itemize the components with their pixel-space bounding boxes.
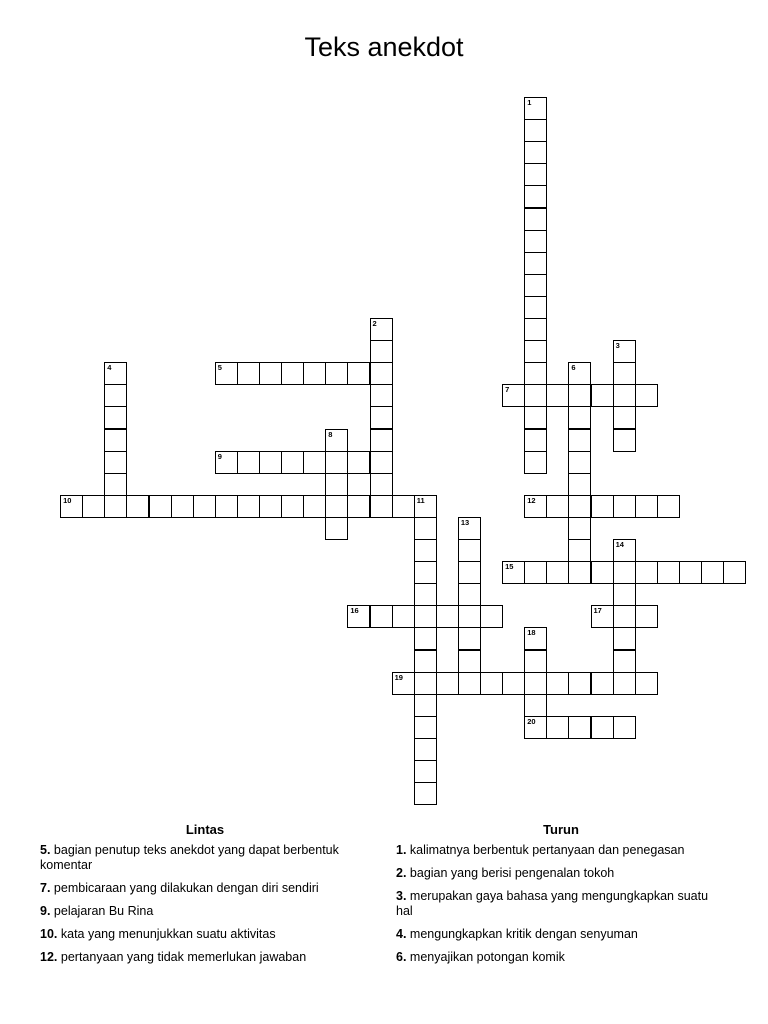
down-clue-6	[396, 950, 726, 965]
crossword-cell[interactable]	[480, 605, 503, 628]
clue-number: 10.	[40, 927, 58, 941]
across-clue-9	[40, 904, 370, 919]
clue-text: kalimatnya berbentuk pertanyaan dan penegasan	[409, 843, 685, 857]
cell-number: 18	[527, 628, 536, 638]
crossword-cell[interactable]	[347, 362, 370, 385]
crossword-cell[interactable]	[524, 384, 547, 407]
crossword-cell[interactable]	[237, 495, 260, 518]
crossword-cell[interactable]	[635, 605, 658, 628]
crossword-cell[interactable]	[215, 495, 238, 518]
crossword-cell[interactable]	[436, 605, 459, 628]
cell-number: 14	[615, 540, 624, 549]
crossword-cell[interactable]	[480, 672, 503, 695]
crossword-cell[interactable]	[591, 672, 614, 695]
crossword-cell[interactable]	[104, 406, 127, 429]
crossword-cell[interactable]	[458, 561, 481, 584]
crossword-cell[interactable]	[568, 539, 591, 562]
crossword-cell[interactable]	[613, 627, 636, 650]
clue-number: 9.	[40, 904, 51, 918]
crossword-cell[interactable]	[303, 451, 326, 474]
crossword-cell[interactable]	[370, 362, 393, 385]
crossword-cell[interactable]	[104, 495, 127, 518]
across-heading: Lintas	[185, 822, 225, 837]
crossword-cell[interactable]	[613, 650, 636, 673]
clue-number: 12.	[40, 950, 58, 964]
crossword-cell[interactable]	[657, 495, 680, 518]
crossword-cell[interactable]	[524, 274, 547, 297]
crossword-cell[interactable]	[524, 716, 547, 739]
crossword-cell[interactable]	[414, 782, 437, 805]
crossword-cell[interactable]	[281, 362, 304, 385]
crossword-cell[interactable]	[524, 429, 547, 452]
crossword-cell[interactable]	[502, 561, 525, 584]
crossword-cell[interactable]	[524, 495, 547, 518]
down-clue-2	[396, 866, 726, 881]
crossword-cell[interactable]	[591, 716, 614, 739]
crossword-cell[interactable]	[591, 605, 614, 628]
cell-number: 1	[527, 98, 532, 107]
clue-number: 1.	[396, 843, 407, 857]
crossword-cell[interactable]	[613, 362, 636, 385]
crossword-cell[interactable]	[259, 451, 282, 474]
crossword-cell[interactable]	[546, 716, 569, 739]
crossword-cell[interactable]	[568, 716, 591, 739]
crossword-cell[interactable]	[104, 473, 127, 496]
crossword-cell[interactable]	[568, 406, 591, 429]
crossword-cell[interactable]	[568, 451, 591, 474]
crossword-cell[interactable]	[60, 495, 83, 518]
crossword-cell[interactable]	[524, 561, 547, 584]
crossword-cell[interactable]	[613, 561, 636, 584]
cell-number: 5	[217, 363, 222, 373]
crossword-cell[interactable]	[613, 495, 636, 518]
crossword-cell[interactable]	[414, 650, 437, 673]
crossword-cell[interactable]	[325, 473, 348, 496]
crossword-cell[interactable]	[414, 672, 437, 695]
crossword-cell[interactable]	[325, 451, 348, 474]
crossword-cell[interactable]	[613, 384, 636, 407]
across-clue-5	[40, 843, 370, 873]
crossword-cell[interactable]	[568, 384, 591, 407]
crossword-cell[interactable]	[568, 473, 591, 496]
crossword-cell[interactable]	[568, 429, 591, 452]
crossword-cell[interactable]	[524, 163, 547, 186]
crossword-cell[interactable]	[613, 605, 636, 628]
clue-number: 7.	[40, 881, 51, 895]
crossword-cell[interactable]	[458, 627, 481, 650]
crossword-cell[interactable]	[414, 495, 437, 518]
crossword-cell[interactable]	[392, 605, 415, 628]
crossword-cell[interactable]	[591, 495, 614, 518]
crossword-cell[interactable]	[613, 406, 636, 429]
crossword-cell[interactable]	[104, 429, 127, 452]
crossword-cell[interactable]	[613, 716, 636, 739]
cell-number: 9	[217, 451, 222, 461]
crossword-cell[interactable]	[237, 362, 260, 385]
crossword-cell[interactable]	[104, 362, 127, 385]
down-clue-4	[396, 927, 726, 942]
crossword-cell[interactable]	[370, 429, 393, 452]
crossword-cell[interactable]	[524, 340, 547, 363]
clue-text: kata yang menunjukkan suatu aktivitas	[60, 927, 276, 941]
clue-text: pelajaran Bu Rina	[53, 904, 154, 918]
crossword-cell[interactable]	[591, 561, 614, 584]
crossword-cell[interactable]	[303, 362, 326, 385]
crossword-cell[interactable]	[414, 738, 437, 761]
crossword-cell[interactable]	[568, 561, 591, 584]
cell-number: 6	[571, 363, 576, 373]
crossword-cell[interactable]	[635, 672, 658, 695]
crossword-cell[interactable]	[524, 252, 547, 275]
across-clue-10	[40, 927, 370, 942]
crossword-cell[interactable]	[325, 429, 348, 452]
cell-number: 8	[328, 429, 333, 439]
crossword-cell[interactable]	[524, 97, 547, 120]
crossword-cell[interactable]	[370, 605, 393, 628]
crossword-cell[interactable]	[149, 495, 172, 518]
crossword-cell[interactable]	[635, 495, 658, 518]
clue-text: merupakan gaya bahasa yang mengungkapkan suatu hal	[396, 889, 709, 918]
crossword-cell[interactable]	[414, 716, 437, 739]
crossword-cell[interactable]	[436, 672, 459, 695]
down-clue-1	[396, 843, 726, 858]
crossword-cell[interactable]	[701, 561, 724, 584]
crossword-cell[interactable]	[370, 318, 393, 341]
down-clue-3	[396, 889, 726, 919]
crossword-cell[interactable]	[370, 340, 393, 363]
crossword-cell[interactable]	[524, 296, 547, 319]
crossword-cell[interactable]	[524, 230, 547, 253]
cell-number: 12	[527, 495, 536, 505]
clue-number: 5.	[40, 843, 51, 857]
crossword-cell[interactable]	[679, 561, 702, 584]
crossword-cell[interactable]	[370, 451, 393, 474]
crossword-cell[interactable]	[458, 517, 481, 540]
clue-text: bagian penutup teks anekdot yang dapat berbentuk komentar	[40, 843, 339, 872]
crossword-cell[interactable]	[414, 605, 437, 628]
crossword-cell[interactable]	[524, 318, 547, 341]
crossword-cell[interactable]	[458, 605, 481, 628]
clue-text: pertanyaan yang tidak memerlukan jawaban	[60, 950, 307, 964]
clue-text: mengungkapkan kritik dengan senyuman	[409, 927, 638, 941]
crossword-cell[interactable]	[104, 451, 127, 474]
crossword-cell[interactable]	[458, 650, 481, 673]
clue-text: bagian yang berisi pengenalan tokoh	[409, 866, 615, 880]
crossword-cell[interactable]	[259, 495, 282, 518]
crossword-cell[interactable]	[524, 185, 547, 208]
crossword-cell[interactable]	[392, 495, 415, 518]
crossword-cell[interactable]	[568, 495, 591, 518]
crossword-cell[interactable]	[347, 451, 370, 474]
crossword-cell[interactable]	[303, 495, 326, 518]
cell-number: 11	[416, 495, 425, 505]
crossword-cell[interactable]	[524, 451, 547, 474]
clue-number: 3.	[396, 889, 407, 903]
crossword-cell[interactable]	[568, 517, 591, 540]
cell-number: 7	[505, 385, 510, 395]
crossword-cell[interactable]	[193, 495, 216, 518]
crossword-cell[interactable]	[325, 517, 348, 540]
crossword-cell[interactable]	[524, 650, 547, 673]
crossword-cell[interactable]	[215, 451, 238, 474]
across-clue-12	[40, 950, 370, 965]
crossword-cell[interactable]	[568, 362, 591, 385]
crossword-cell[interactable]	[414, 627, 437, 650]
clue-text: menyajikan potongan komik	[409, 950, 565, 964]
clue-text: pembicaraan yang dilakukan dengan diri sendiri	[53, 881, 319, 895]
crossword-cell[interactable]	[414, 760, 437, 783]
crossword-cell[interactable]	[325, 362, 348, 385]
across-clues	[40, 822, 370, 973]
cell-number: 15	[505, 562, 514, 572]
cell-number: 17	[593, 606, 602, 616]
crossword-cell[interactable]	[613, 672, 636, 695]
crossword-cell[interactable]	[458, 539, 481, 562]
crossword-cell[interactable]	[126, 495, 149, 518]
crossword-cell[interactable]	[325, 495, 348, 518]
crossword-cell[interactable]	[524, 406, 547, 429]
crossword-cell[interactable]	[370, 473, 393, 496]
cell-number: 13	[460, 517, 470, 527]
cell-number: 3	[615, 341, 620, 351]
crossword-cell[interactable]	[591, 384, 614, 407]
cell-number: 4	[107, 363, 112, 373]
crossword-cell[interactable]	[524, 362, 547, 385]
crossword-cell[interactable]	[723, 561, 746, 584]
crossword-cell[interactable]	[524, 119, 547, 142]
cell-number: 2	[372, 319, 377, 328]
crossword-cell[interactable]	[237, 451, 260, 474]
cell-number: 19	[394, 672, 403, 682]
crossword-cell[interactable]	[502, 384, 525, 407]
crossword-cell[interactable]	[657, 561, 680, 584]
crossword-cell[interactable]	[568, 672, 591, 695]
crossword-cell[interactable]	[414, 539, 437, 562]
across-clue-7	[40, 881, 370, 896]
down-heading: Turun	[543, 822, 579, 837]
crossword-cell[interactable]	[546, 384, 569, 407]
crossword-cell[interactable]	[524, 694, 547, 717]
crossword-cell[interactable]	[82, 495, 105, 518]
crossword-cell[interactable]	[613, 539, 636, 562]
crossword-cell[interactable]	[613, 583, 636, 606]
crossword-cell[interactable]	[281, 495, 304, 518]
crossword-cell[interactable]	[458, 583, 481, 606]
crossword-cell[interactable]	[502, 672, 525, 695]
down-clues	[396, 822, 726, 973]
crossword-cell[interactable]	[281, 451, 304, 474]
crossword-cell[interactable]	[347, 605, 370, 628]
clue-number: 6.	[396, 950, 407, 964]
crossword-cell[interactable]	[613, 340, 636, 363]
crossword-cell[interactable]	[215, 362, 238, 385]
cell-number: 16	[350, 606, 359, 616]
cell-number: 20	[527, 716, 536, 726]
crossword-cell[interactable]	[104, 384, 127, 407]
crossword-cell[interactable]	[546, 495, 569, 518]
crossword-cell[interactable]	[524, 627, 547, 650]
crossword-cell[interactable]	[414, 561, 437, 584]
cell-number: 10	[63, 495, 72, 505]
crossword-cell[interactable]	[414, 694, 437, 717]
crossword-cell[interactable]	[414, 517, 437, 540]
crossword-cell[interactable]	[392, 672, 415, 695]
clue-number: 4.	[396, 927, 407, 941]
crossword-cell[interactable]	[171, 495, 194, 518]
crossword-cell[interactable]	[458, 672, 481, 695]
crossword-cell[interactable]	[524, 672, 547, 695]
crossword-cell[interactable]	[370, 495, 393, 518]
crossword-cell[interactable]	[370, 384, 393, 407]
crossword-cell[interactable]	[259, 362, 282, 385]
crossword-cell[interactable]	[347, 495, 370, 518]
clue-number: 2.	[396, 866, 407, 880]
page-title: Teks anekdot	[304, 32, 464, 62]
crossword-cell[interactable]	[635, 561, 658, 584]
crossword-cell[interactable]	[635, 384, 658, 407]
crossword-cell[interactable]	[613, 429, 636, 452]
crossword-cell[interactable]	[524, 141, 547, 164]
crossword-cell[interactable]	[546, 672, 569, 695]
crossword-cell[interactable]	[370, 406, 393, 429]
crossword-cell[interactable]	[546, 561, 569, 584]
crossword-cell[interactable]	[524, 208, 547, 231]
crossword-cell[interactable]	[414, 583, 437, 606]
